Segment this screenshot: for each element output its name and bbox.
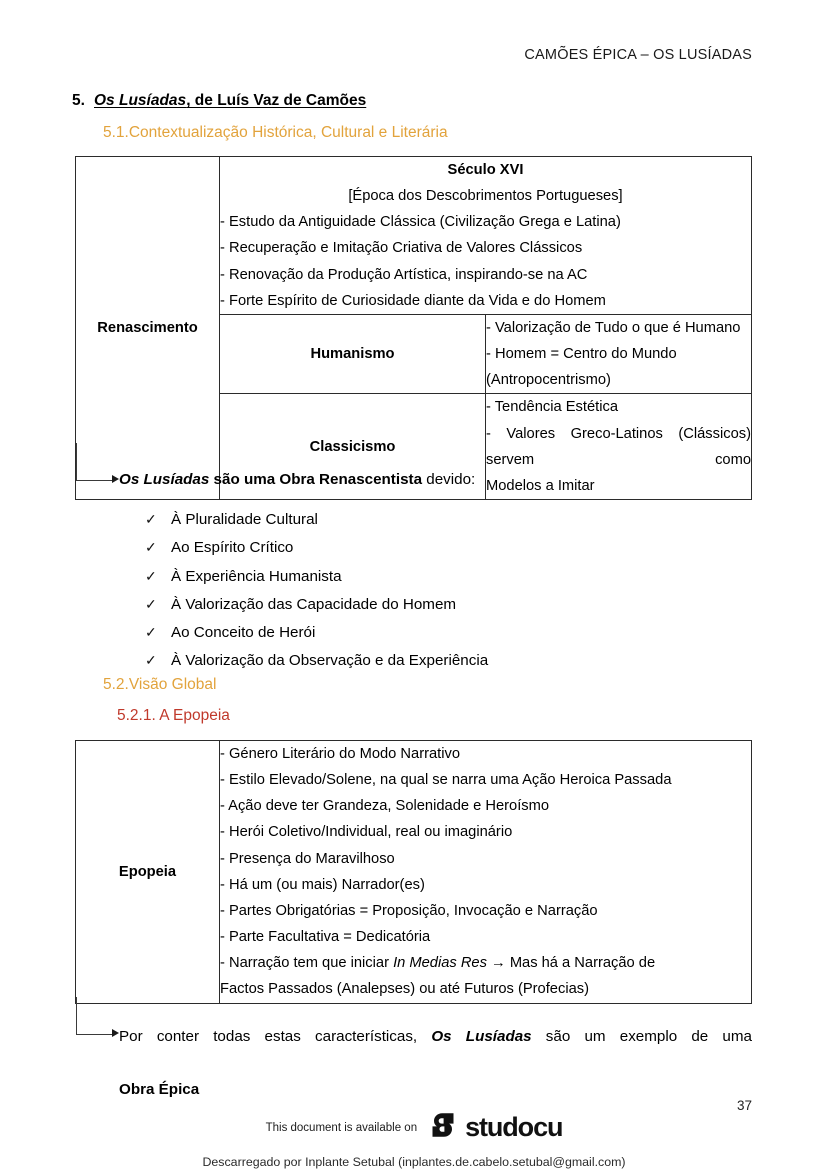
bullet-line: - Homem = Centro do Mundo (Antropocentrismo): [486, 346, 677, 389]
cell-epopeia-label: Epopeia: [76, 741, 220, 1004]
bullet-line: - Herói Coletivo/Individual, real ou imaginário: [220, 824, 513, 841]
bullet-line: - Tendência Estética: [486, 399, 618, 416]
connector-elbow-2: [76, 997, 115, 1035]
footer-availability-row: [0, 1110, 828, 1145]
page-number: 37: [736, 1098, 752, 1113]
list-item-label: À Valorização da Observação e da Experiência: [171, 652, 489, 670]
heading-5-1: 5.1.Contextualização Histórica, Cultural e Literária: [103, 124, 448, 141]
last-line-suffix: Mas há a Narração de: [505, 955, 656, 972]
check-icon: ✓: [145, 567, 157, 584]
callout-epica-line2: Obra Épica: [119, 1081, 200, 1099]
cell-classicismo-label: Classicismo: [220, 394, 486, 500]
connector-arrow-2: [112, 1029, 119, 1037]
century-subtitle: [Época dos Descobrimentos Portugueses]: [348, 188, 623, 205]
cell-epopeia-content: [220, 741, 752, 1004]
bullet-line: - Renovação da Produção Artística, inspirando-se na AC: [220, 266, 588, 283]
list-item-label: À Valorização das Capacidade do Homem: [171, 595, 457, 613]
bullet-line: [486, 421, 751, 473]
heading-5-2: 5.2.Visão Global: [103, 676, 217, 693]
callout-epica: [119, 1024, 752, 1104]
arrow-right-icon: →: [491, 955, 506, 972]
heading-title-rest: , de Luís Vaz de Camões: [186, 92, 367, 109]
century-title: Século XVI: [447, 162, 524, 178]
document-footer: [0, 1110, 828, 1169]
callout-renascentista: [119, 471, 475, 488]
check-icon: ✓: [145, 624, 157, 641]
list-item: [145, 619, 488, 647]
table-row: [76, 157, 752, 315]
callout-plain: devido:: [422, 471, 476, 488]
callout-epica-line1: [119, 1024, 752, 1077]
last-line-prefix: - Narração tem que iniciar: [220, 955, 394, 972]
bullet-line: - Ação deve ter Grandeza, Solenidade e Heroísmo: [220, 798, 550, 815]
cell-classicismo-content: [486, 394, 752, 500]
list-item-label: Ao Espírito Crítico: [171, 539, 294, 557]
last-line-italic: In Medias Res: [393, 955, 487, 972]
callout-suffix: são um exemplo de uma: [531, 1028, 752, 1045]
bullet-line: - Recuperação e Imitação Criativa de Valores Clássicos: [220, 240, 583, 257]
check-icon: ✓: [145, 539, 157, 556]
download-note: Descarregado por Inplante Setubal (inplantes.de.cabelo.setubal@gmail.com): [202, 1155, 626, 1169]
list-item: [145, 563, 488, 591]
table-row: [76, 741, 752, 1004]
bullet-line: Modelos a Imitar: [486, 477, 595, 494]
callout-prefix: Por conter todas estas características,: [119, 1028, 432, 1045]
table-epopeia: [75, 740, 752, 1004]
bullet-line-last: [220, 950, 751, 976]
availability-text: This document is available on: [265, 1121, 418, 1134]
heading-number: 5.: [72, 92, 85, 109]
studocu-wordmark: studocu: [465, 1112, 563, 1142]
checklist-renascentista: [145, 506, 488, 676]
list-item-label: Ao Conceito de Herói: [171, 624, 316, 642]
list-item: [145, 647, 488, 675]
callout-bold: são uma Obra Renascentista: [209, 471, 423, 488]
heading-title-italic: Os Lusíadas: [94, 92, 187, 109]
bullet-line: - Estilo Elevado/Solene, na qual se narra uma Ação Heroica Passada: [220, 772, 672, 789]
bullet-line: - Partes Obrigatórias = Proposição, Invocação e Narração: [220, 902, 598, 919]
list-item: [145, 591, 488, 619]
callout-bold-italic: Os Lusíadas: [431, 1028, 532, 1045]
list-item-label: À Experiência Humanista: [171, 567, 342, 585]
page-title: [72, 92, 366, 110]
connector-arrow-1: [112, 475, 119, 483]
cell-renascimento-label: Renascimento: [76, 157, 220, 500]
table-renascimento: [75, 156, 752, 500]
bullet-line: - Presença do Maravilhoso: [220, 850, 395, 867]
bullet-line: - Há um (ou mais) Narrador(es): [220, 876, 425, 893]
check-icon: ✓: [145, 595, 157, 612]
list-item-label: À Pluralidade Cultural: [171, 511, 318, 528]
heading-5-2-1: 5.2.1. A Epopeia: [117, 707, 230, 724]
bullet-line-justified: - Valores Greco-Latinos (Clássicos) servem como: [486, 425, 751, 468]
cell-seculo-xvi: [220, 157, 752, 315]
list-item: [145, 534, 488, 562]
list-item: [145, 506, 488, 534]
connector-elbow-1: [76, 443, 115, 481]
bullet-line: - Valorização de Tudo o que é Humano: [486, 319, 741, 336]
cell-humanismo-content: [486, 314, 752, 393]
check-icon: ✓: [145, 511, 157, 527]
callout-bold-italic: Os Lusíadas: [119, 471, 210, 488]
bullet-line-wrap: Factos Passados (Analepses) ou até Futuros (Profecias): [220, 981, 589, 998]
cell-humanismo-label: Humanismo: [220, 314, 486, 393]
bullet-line: - Forte Espírito de Curiosidade diante da Vida e do Homem: [220, 292, 606, 309]
check-icon: ✓: [145, 652, 157, 669]
bullet-line: - Parte Facultativa = Dedicatória: [220, 929, 431, 946]
studocu-brand[interactable]: [428, 1110, 562, 1145]
bullet-line: - Estudo da Antiguidade Clássica (Civilização Grega e Latina): [220, 214, 621, 231]
bullet-line: - Género Literário do Modo Narrativo: [220, 746, 461, 762]
running-header: CAMÕES ÉPICA – OS LUSÍADAS: [524, 47, 752, 63]
studocu-logo-icon: [428, 1110, 458, 1145]
